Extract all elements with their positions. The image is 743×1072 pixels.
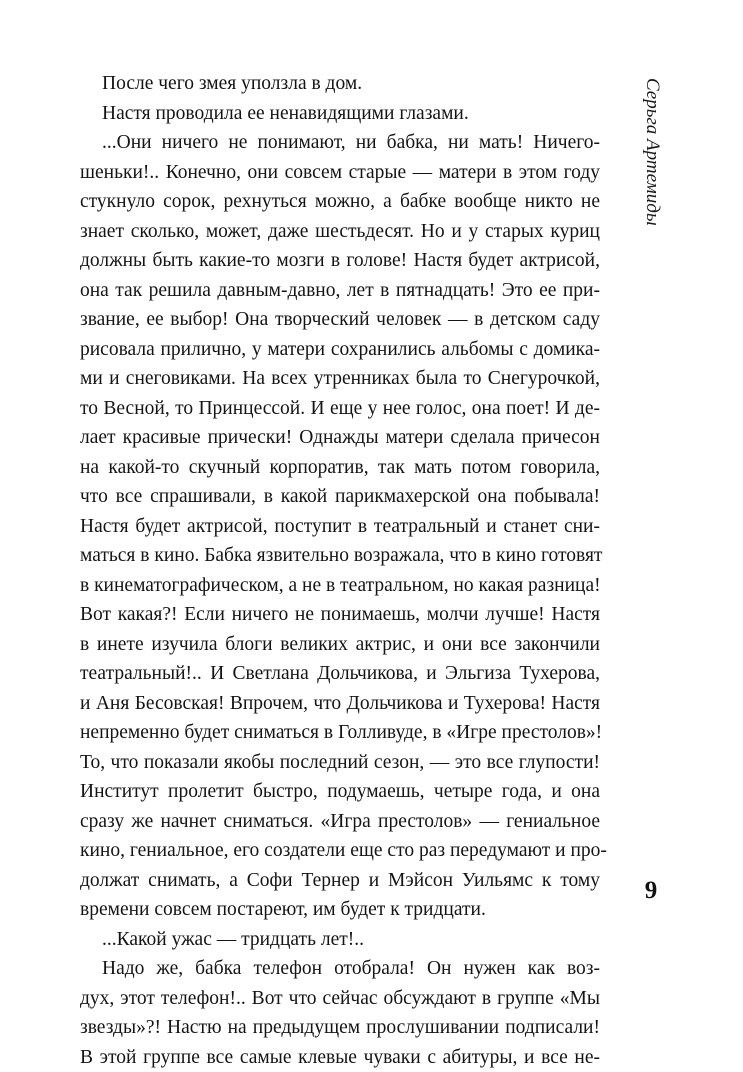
body-text [80, 69, 600, 1072]
text-line: кино, гениальное, его создатели еще сто раз передумают и про- [80, 836, 600, 866]
text-line: сразу же начнет сниматься. «Игра престолов» — гениальное [80, 807, 600, 837]
text-line: театральный!.. И Светлана Дольчикова, и Эльгиза Тухерова, [80, 659, 600, 689]
text-line: рисовала прилично, у матери сохранились альбомы с домика- [80, 335, 600, 365]
text-line: знает сколько, может, даже шестьдесят. Но и у старых куриц [80, 217, 600, 247]
text-line: ...Они ничего не понимают, ни бабка, ни мать! Ничего- [80, 128, 600, 158]
text-line: должат снимать, а Софи Тернер и Мэйсон Уильямс к тому [80, 866, 600, 896]
text-line: она так решила давным-давно, лет в пятнадцать! Это ее при- [80, 276, 600, 306]
text-line: Вот какая?! Если ничего не понимаешь, молчи лучше! Настя [80, 600, 600, 630]
text-line: непременно будет сниматься в Голливуде, в «Игре престолов»! [80, 718, 600, 748]
text-line: на какой-то скучный корпоратив, так мать потом говорила, [80, 453, 600, 483]
text-line: лает красивые прически! Однажды матери сделала причесон [80, 423, 600, 453]
running-head-title: Серьга Артемиды [641, 78, 663, 226]
text-line: Настя проводила ее ненавидящими глазами. [80, 99, 600, 129]
text-line: Институт пролетит быстро, подумаешь, четыре года, и она [80, 777, 600, 807]
text-line: должны быть какие-то мозги в голове! Настя будет актрисой, [80, 246, 600, 276]
text-line: звезды»?! Настю на предыдущем прослушивании подписали! [80, 1013, 600, 1043]
text-line: ...Какой ужас — тридцать лет!.. [80, 925, 600, 955]
text-line: Надо же, бабка телефон отобрала! Он нужен как воз- [80, 954, 600, 984]
text-line: После чего змея уползла в дом. [80, 69, 600, 99]
text-line: дух, этот телефон!.. Вот что сейчас обсуждают в группе «Мы [80, 984, 600, 1014]
text-line: в кинематографическом, а не в театральном, но какая разница! [80, 571, 600, 601]
text-line: маться в кино. Бабка язвительно возражала, что в кино готовят [80, 541, 600, 571]
text-line: шеньки!.. Конечно, они совсем старые — матери в этом году [80, 158, 600, 188]
text-line: В этой группе все самые клевые чуваки с абитуры, и все не- [80, 1043, 600, 1072]
text-line: то Весной, то Принцессой. И еще у нее голос, она поет! И де- [80, 394, 600, 424]
text-line: стукнуло сорок, рехнуться можно, а бабке вообще никто не [80, 187, 600, 217]
text-line: ми и снеговиками. На всех утренниках была то Снегурочкой, [80, 364, 600, 394]
running-head [641, 78, 665, 228]
page-number: 9 [636, 876, 666, 906]
text-line: и Аня Бесовская! Впрочем, что Дольчикова и Тухерова! Настя [80, 689, 600, 719]
text-line: в инете изучила блоги великих актрис, и они все закончили [80, 630, 600, 660]
text-line: То, что показали якобы последний сезон, — это все глупости! [80, 748, 600, 778]
text-line: Настя будет актрисой, поступит в театральный и станет сни- [80, 512, 600, 542]
text-line: времени совсем постареют, им будет к тридцати. [80, 895, 600, 925]
text-line: звание, ее выбор! Она творческий человек — в детском саду [80, 305, 600, 335]
text-line: что все спрашивали, в какой парикмахерской она побывала! [80, 482, 600, 512]
